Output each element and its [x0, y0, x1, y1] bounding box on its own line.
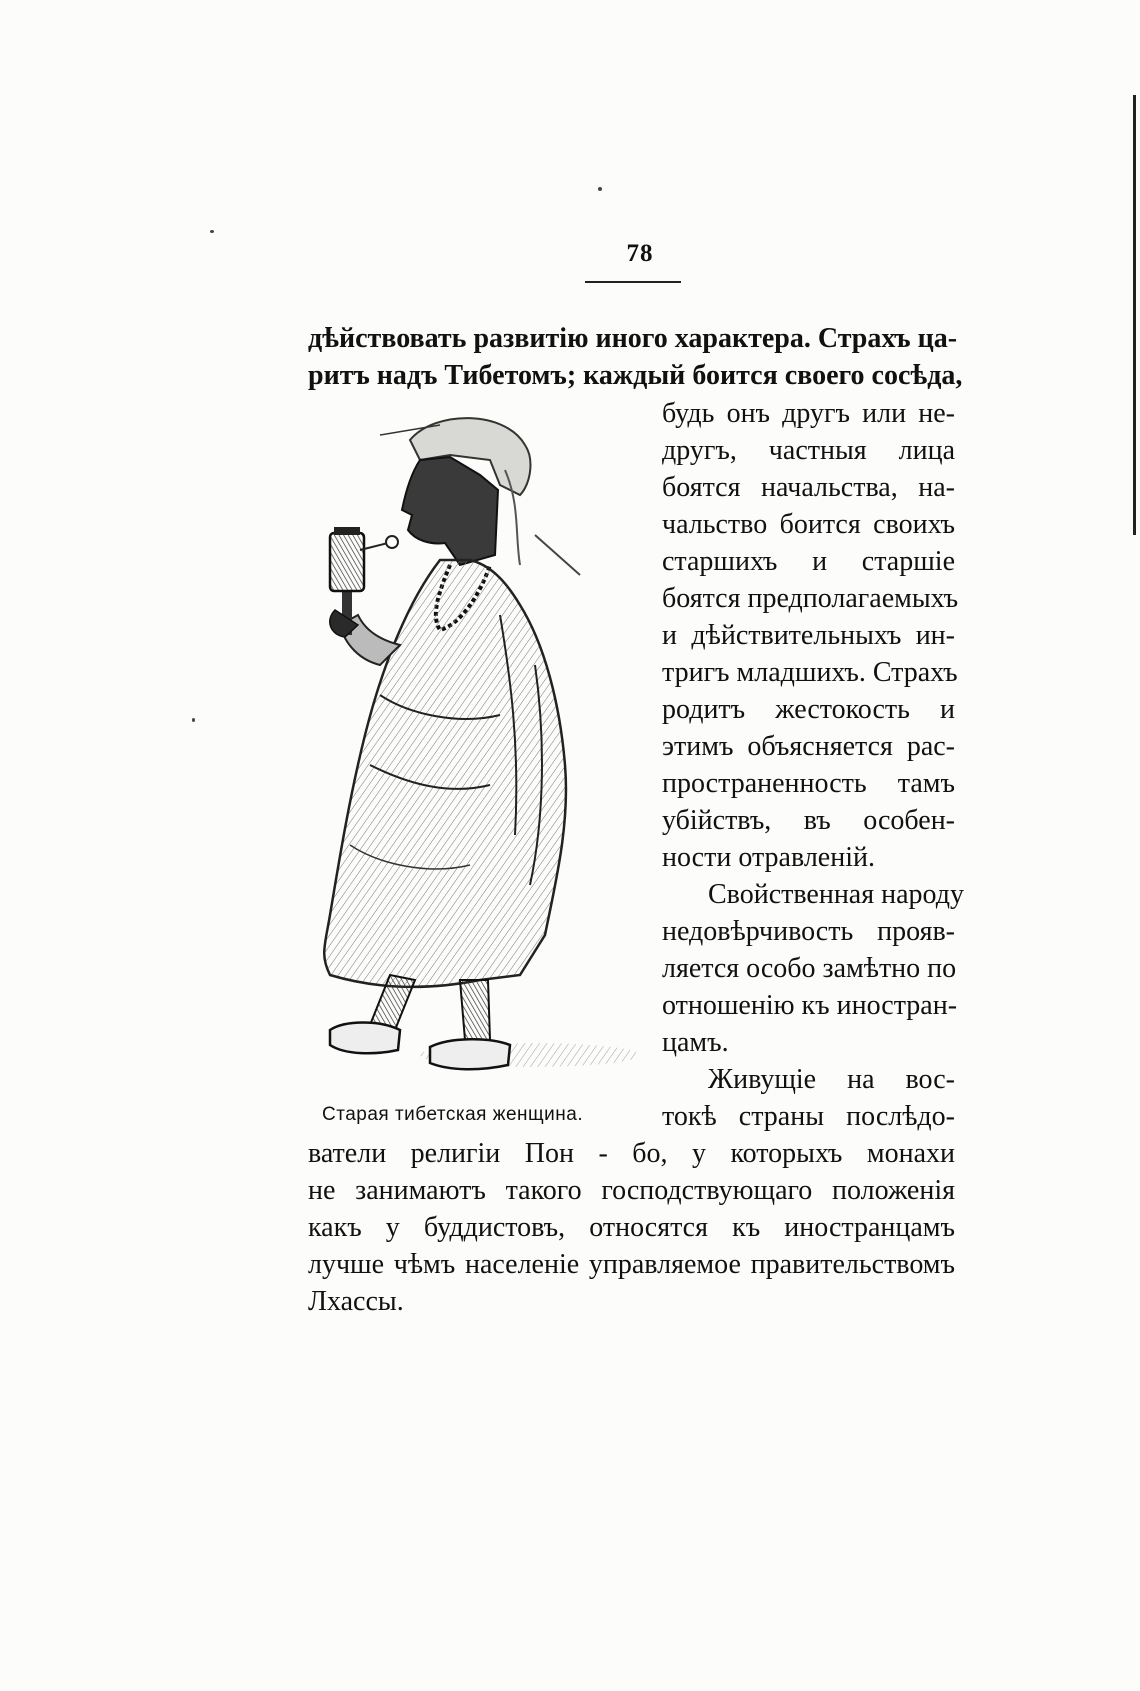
- text-line: убійствъ, въ особен-: [662, 805, 955, 836]
- print-speck: [192, 718, 195, 722]
- text-line: отношенію къ иностран-: [662, 990, 958, 1021]
- page-number: 78: [626, 240, 654, 267]
- text-line: какъ у буддистовъ, относятся къ иностранцамъ: [308, 1212, 955, 1243]
- text-line: недовѣрчивость прояв-: [662, 916, 955, 947]
- print-speck: [210, 230, 214, 233]
- text-line: ляется особо замѣтно по: [662, 953, 957, 984]
- print-speck: [598, 187, 602, 191]
- figure-caption: Старая тибетская женщина.: [322, 1104, 584, 1125]
- text-line: ватели религіи Пон - бо, у которыхъ монахи: [308, 1138, 955, 1169]
- text-line: ности отравленій.: [662, 842, 875, 873]
- text-line: этимъ объясняется рас-: [662, 731, 955, 762]
- text-line: боятся предполагаемыхъ: [662, 583, 959, 614]
- text-line: родитъ жестокость и: [662, 694, 955, 725]
- paragraph-start-line: Свойственная народу: [708, 879, 964, 910]
- text-line: пространенность тамъ: [662, 768, 955, 799]
- text-line: токѣ страны послѣдо-: [662, 1101, 955, 1132]
- text-line: другъ, частныя лица: [662, 435, 955, 466]
- page-edge-line: [1133, 95, 1136, 535]
- text-line: чальство боится своихъ: [662, 509, 955, 540]
- text-line: старшихъ и старшіе: [662, 546, 955, 577]
- text-line: дѣйствовать развитію иного характера. Страхъ ца-: [308, 323, 958, 354]
- text-line: цамъ.: [662, 1027, 729, 1058]
- text-line: не занимаютъ такого господствующаго положенія: [308, 1175, 955, 1206]
- page-number-rule: [585, 281, 681, 283]
- paragraph-start-line: Живущіе на вос-: [708, 1064, 955, 1095]
- text-line: Лхассы.: [308, 1286, 404, 1317]
- text-line: и дѣйствительныхъ ин-: [662, 620, 955, 651]
- text-line: ритъ надъ Тибетомъ; каждый боится своего сосѣда,: [308, 360, 963, 391]
- text-line: тригъ младшихъ. Страхъ: [662, 657, 958, 688]
- text-line: боятся начальства, на-: [662, 472, 955, 503]
- text-line: лучше чѣмъ населеніе управляемое правительствомъ: [308, 1249, 955, 1280]
- illustration-old-tibetan-woman: [320, 415, 640, 1095]
- text-line: будь онъ другъ или не-: [662, 398, 955, 429]
